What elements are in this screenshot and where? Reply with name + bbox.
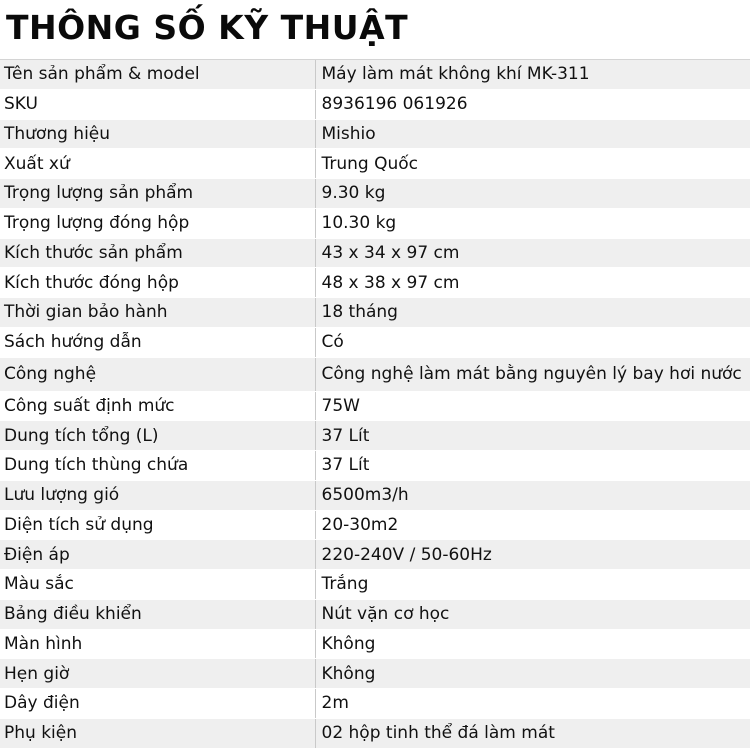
- table-row: [0, 659, 750, 689]
- spec-value: 8936196 061926: [315, 89, 750, 119]
- spec-value: Mishio: [315, 119, 750, 149]
- spec-label: Phụ kiện: [0, 718, 315, 748]
- spec-label: Dung tích thùng chứa: [0, 451, 315, 481]
- spec-value: 18 tháng: [315, 298, 750, 328]
- spec-label: Công suất định mức: [0, 391, 315, 421]
- spec-value: 6500m3/h: [315, 480, 750, 510]
- table-row: [0, 421, 750, 451]
- table-row: [0, 60, 750, 90]
- table-row: [0, 357, 750, 391]
- table-row: [0, 689, 750, 719]
- spec-value: 2m: [315, 689, 750, 719]
- spec-label: Tên sản phẩm & model: [0, 60, 315, 90]
- spec-label: Dung tích tổng (L): [0, 421, 315, 451]
- table-row: [0, 391, 750, 421]
- table-row: [0, 570, 750, 600]
- spec-label: Thương hiệu: [0, 119, 315, 149]
- spec-label: Dây điện: [0, 689, 315, 719]
- spec-value: 9.30 kg: [315, 179, 750, 209]
- spec-label: Công nghệ: [0, 357, 315, 391]
- table-row: [0, 629, 750, 659]
- spec-label: SKU: [0, 89, 315, 119]
- spec-value: Trung Quốc: [315, 149, 750, 179]
- table-row: [0, 599, 750, 629]
- spec-label: Hẹn giờ: [0, 659, 315, 689]
- spec-label: Màn hình: [0, 629, 315, 659]
- spec-value: 75W: [315, 391, 750, 421]
- spec-value: Nút vặn cơ học: [315, 599, 750, 629]
- table-row: [0, 149, 750, 179]
- table-row: [0, 718, 750, 748]
- spec-label: Diện tích sử dụng: [0, 510, 315, 540]
- spec-label: Trọng lượng đóng hộp: [0, 208, 315, 238]
- spec-value: 43 x 34 x 97 cm: [315, 238, 750, 268]
- spec-value: 37 Lít: [315, 421, 750, 451]
- spec-value: Máy làm mát không khí MK-311: [315, 60, 750, 90]
- table-row: [0, 119, 750, 149]
- table-row: [0, 540, 750, 570]
- spec-value: Không: [315, 659, 750, 689]
- table-row: [0, 268, 750, 298]
- page-title: THÔNG SỐ KỸ THUẬT: [6, 8, 409, 47]
- table-row: [0, 238, 750, 268]
- table-row: [0, 208, 750, 238]
- spec-label: Điện áp: [0, 540, 315, 570]
- table-row: [0, 510, 750, 540]
- table-row: [0, 89, 750, 119]
- spec-label: Màu sắc: [0, 570, 315, 600]
- spec-value: Không: [315, 629, 750, 659]
- spec-value: Trắng: [315, 570, 750, 600]
- spec-label: Kích thước đóng hộp: [0, 268, 315, 298]
- spec-label: Xuất xứ: [0, 149, 315, 179]
- spec-label: Sách hướng dẫn: [0, 327, 315, 357]
- spec-value: 37 Lít: [315, 451, 750, 481]
- spec-label: Lưu lượng gió: [0, 480, 315, 510]
- table-row: [0, 179, 750, 209]
- spec-value: 02 hộp tinh thể đá làm mát: [315, 718, 750, 748]
- table-row: [0, 327, 750, 357]
- table-row: [0, 480, 750, 510]
- spec-label: Trọng lượng sản phẩm: [0, 179, 315, 209]
- spec-label: Thời gian bảo hành: [0, 298, 315, 328]
- spec-value: 20-30m2: [315, 510, 750, 540]
- table-row: [0, 451, 750, 481]
- spec-value: 48 x 38 x 97 cm: [315, 268, 750, 298]
- spec-value: Công nghệ làm mát bằng nguyên lý bay hơi nước: [315, 357, 750, 391]
- table-row: [0, 298, 750, 328]
- spec-table: [0, 59, 750, 749]
- spec-value: Có: [315, 327, 750, 357]
- spec-label: Kích thước sản phẩm: [0, 238, 315, 268]
- spec-value: 10.30 kg: [315, 208, 750, 238]
- spec-value: 220-240V / 50-60Hz: [315, 540, 750, 570]
- spec-label: Bảng điều khiển: [0, 599, 315, 629]
